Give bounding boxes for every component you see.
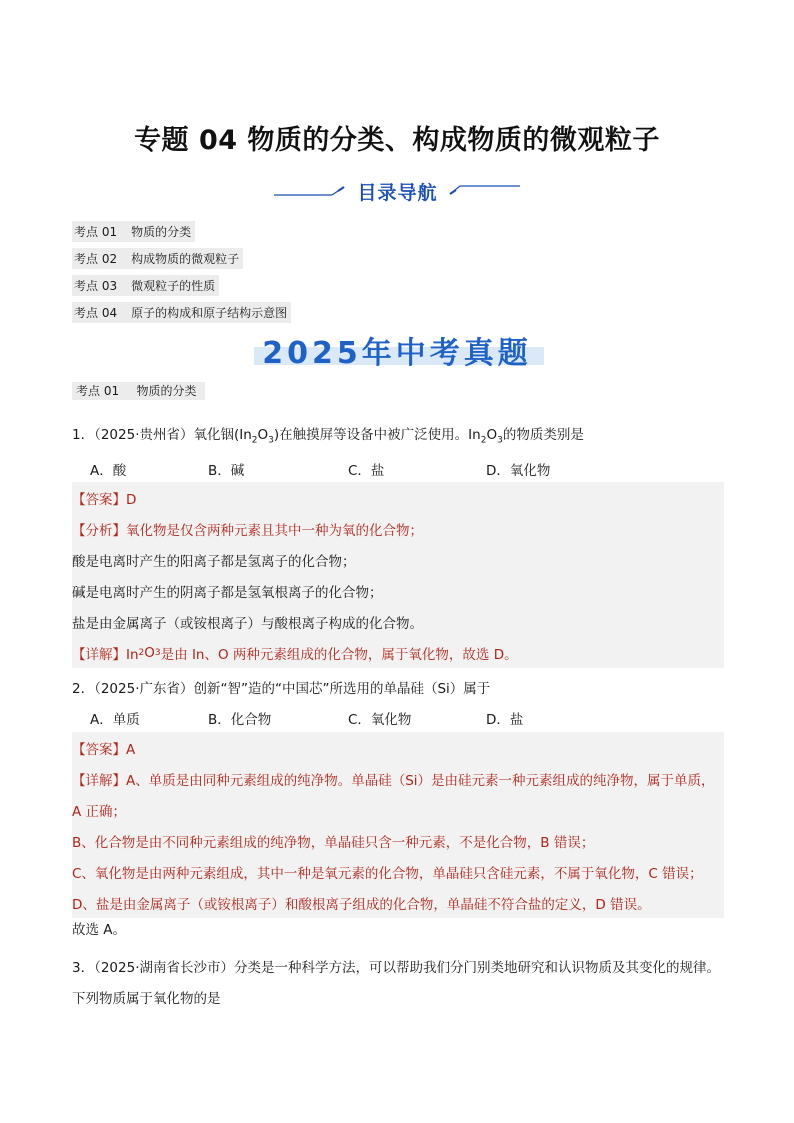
detail-sub-2: 3 xyxy=(154,647,161,658)
toc-item[interactable] xyxy=(72,218,291,245)
q1-sub-4: 3 xyxy=(497,435,503,446)
option-a[interactable]: A．酸 xyxy=(90,463,127,479)
analysis-text: 【分析】氧化物是仅含两种元素且其中一种为氧的化合物； xyxy=(72,522,423,539)
toc-heading-banner xyxy=(270,176,525,204)
q1-text-e: 的物质类别是 xyxy=(502,427,584,443)
detail-text-a: 【详解】In xyxy=(72,646,139,663)
analysis-line xyxy=(72,544,724,575)
section-code: 考点 01 xyxy=(74,382,123,400)
detail-line xyxy=(72,637,724,668)
toc-item-label: 微观粒子的性质 xyxy=(131,279,216,293)
analysis-line xyxy=(72,513,724,544)
detail-line: C、氧化物是由两种元素组成，其中一种是氧元素的化合物，单晶硅只含硅元素，不属于氧化物，C 错误； xyxy=(72,865,703,882)
year-banner-text: 2025年中考真题 xyxy=(262,336,532,371)
q1-text-d: O xyxy=(486,427,498,443)
question-1-stem xyxy=(72,423,584,446)
option-a[interactable]: A．单质 xyxy=(90,712,140,728)
toc-heading: 目录导航 xyxy=(357,182,438,204)
q1-sub-3: 2 xyxy=(480,435,487,446)
table-of-contents xyxy=(72,218,291,326)
toc-item[interactable] xyxy=(72,245,291,272)
analysis-text: 盐是由金属离子（或铵根离子）与酸根离子构成的化合物。 xyxy=(72,615,423,632)
option-d[interactable]: D．氧化物 xyxy=(486,463,551,479)
question-2-stem: 2．（2025·广东省）创新“智”造的“中国芯”所选用的单晶硅（Si）属于 xyxy=(72,681,491,697)
q1-text-c: )在触摸屏等设备中被广泛使用。In xyxy=(273,427,481,443)
question-2-answer-block xyxy=(72,732,724,918)
section-label: 物质的分类 xyxy=(135,382,201,400)
detail-line: B、化合物是由不同种元素组成的纯净物，单晶硅只含一种元素，不是化合物，B 错误； xyxy=(72,834,595,851)
option-b[interactable]: B．碱 xyxy=(208,463,245,479)
toc-item-code: 考点 04 xyxy=(74,306,118,320)
option-d[interactable]: D．盐 xyxy=(486,712,524,728)
toc-item-code: 考点 01 xyxy=(74,225,118,239)
analysis-line xyxy=(72,606,724,637)
toc-item-code: 考点 03 xyxy=(74,279,118,293)
q1-text-a: 1．（2025·贵州省）氧化铟(In xyxy=(72,427,252,443)
toc-item-label: 构成物质的微观粒子 xyxy=(131,252,240,266)
toc-item[interactable] xyxy=(72,272,291,299)
q1-sub-1: 2 xyxy=(251,435,258,446)
q1-sub-2: 3 xyxy=(268,435,274,446)
analysis-text: 碱是电离时产生的阴离子都是氢氧根离子的化合物； xyxy=(72,584,383,601)
detail-line: D、盐是由金属离子（或铵根离子）和酸根离子组成的化合物，单晶硅不符合盐的定义，D 错误。 xyxy=(72,896,651,913)
page-title: 专题 04 物质的分类、构成物质的微观粒子 xyxy=(134,125,660,156)
toc-item-label: 原子的构成和原子结构示意图 xyxy=(131,306,288,320)
q1-text-b: O xyxy=(257,427,269,443)
option-b[interactable]: B．化合物 xyxy=(208,712,272,728)
detail-line: A 正确； xyxy=(72,803,127,820)
detail-text-c: 是由 In、O 两种元素组成的化合物，属于氧化物，故选 D。 xyxy=(160,646,518,663)
toc-item-code: 考点 02 xyxy=(74,252,118,266)
question-3-stem-line-2: 下列物质属于氧化物的是 xyxy=(72,991,221,1007)
analysis-text: 酸是电离时产生的阳离子都是氢离子的化合物； xyxy=(72,553,356,570)
analysis-line xyxy=(72,575,724,606)
toc-item-label: 物质的分类 xyxy=(131,225,192,239)
answer-line: 【答案】A xyxy=(72,741,136,758)
question-1-answer-block xyxy=(72,482,724,668)
detail-line: 【详解】A、单质是由同种元素组成的纯净物。单晶硅（Si）是由硅元素一种元素组成的纯净物，属于单质， xyxy=(72,772,715,789)
year-banner xyxy=(248,328,546,371)
detail-text-b: O xyxy=(144,644,155,661)
detail-sub-1: 2 xyxy=(138,647,145,658)
option-c[interactable]: C．氧化物 xyxy=(348,712,412,728)
answer-line: 【答案】D xyxy=(72,491,137,508)
toc-item[interactable] xyxy=(72,299,291,326)
question-2-conclusion: 故选 A。 xyxy=(72,922,127,938)
section-heading xyxy=(72,382,205,399)
question-3-stem-line-1: 3．（2025·湖南省长沙市）分类是一种科学方法，可以帮助我们分门别类地研究和认识物质及其变化的规律。 xyxy=(72,960,720,976)
option-c[interactable]: C．盐 xyxy=(348,463,385,479)
